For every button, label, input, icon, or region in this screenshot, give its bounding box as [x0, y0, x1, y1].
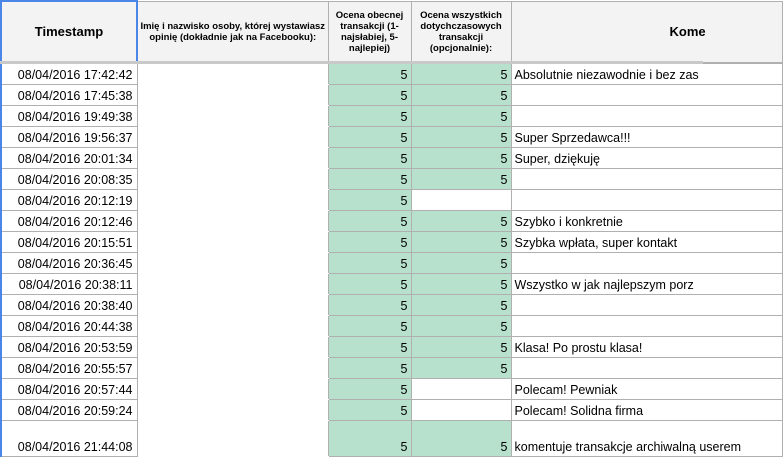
- all-ratings-cell[interactable]: 5: [411, 295, 511, 316]
- comment-cell[interactable]: Polecam! Solidna firma: [511, 400, 782, 421]
- column-header-comment[interactable]: Kome: [511, 1, 782, 62]
- all-ratings-cell[interactable]: [411, 379, 511, 400]
- timestamp-cell[interactable]: 08/04/2016 19:49:38: [1, 106, 137, 127]
- timestamp-cell[interactable]: 08/04/2016 19:56:37: [1, 127, 137, 148]
- timestamp-cell[interactable]: 08/04/2016 17:42:42: [1, 64, 137, 85]
- comment-cell[interactable]: Klasa! Po prostu klasa!: [511, 337, 782, 358]
- timestamp-cell[interactable]: 08/04/2016 20:08:35: [1, 169, 137, 190]
- header-row: [1, 1, 782, 62]
- current-rating-cell[interactable]: 5: [328, 106, 411, 127]
- table-row: [1, 232, 782, 253]
- timestamp-cell[interactable]: 08/04/2016 21:44:08: [1, 421, 137, 457]
- table-row: [1, 421, 782, 457]
- name-cell[interactable]: [137, 316, 328, 337]
- current-rating-cell[interactable]: 5: [328, 85, 411, 106]
- name-cell[interactable]: [137, 190, 328, 211]
- current-rating-cell[interactable]: 5: [328, 295, 411, 316]
- name-cell[interactable]: [137, 253, 328, 274]
- table-row: [1, 379, 782, 400]
- current-rating-cell[interactable]: 5: [328, 190, 411, 211]
- column-header-timestamp[interactable]: Timestamp: [1, 1, 137, 62]
- table-row: [1, 253, 782, 274]
- current-rating-cell[interactable]: 5: [328, 127, 411, 148]
- comment-cell[interactable]: [511, 106, 782, 127]
- comment-cell[interactable]: Szybka wpłata, super kontakt: [511, 232, 782, 253]
- all-ratings-cell[interactable]: 5: [411, 148, 511, 169]
- table-row: [1, 274, 782, 295]
- frozen-row-divider[interactable]: [0, 61, 703, 64]
- table-row: [1, 400, 782, 421]
- current-rating-cell[interactable]: 5: [328, 169, 411, 190]
- current-rating-cell[interactable]: 5: [328, 148, 411, 169]
- current-rating-cell[interactable]: 5: [328, 232, 411, 253]
- table-row: [1, 85, 782, 106]
- comment-cell[interactable]: [511, 190, 782, 211]
- name-cell[interactable]: [137, 400, 328, 421]
- all-ratings-cell[interactable]: 5: [411, 253, 511, 274]
- timestamp-cell[interactable]: 08/04/2016 17:45:38: [1, 85, 137, 106]
- current-rating-cell[interactable]: 5: [328, 379, 411, 400]
- name-cell[interactable]: [137, 169, 328, 190]
- comment-cell[interactable]: Wszystko w jak najlepszym porz: [511, 274, 782, 295]
- all-ratings-cell[interactable]: 5: [411, 127, 511, 148]
- timestamp-cell[interactable]: 08/04/2016 20:15:51: [1, 232, 137, 253]
- all-ratings-cell[interactable]: 5: [411, 211, 511, 232]
- name-cell[interactable]: [137, 274, 328, 295]
- table-row: [1, 316, 782, 337]
- current-rating-cell[interactable]: 5: [328, 337, 411, 358]
- timestamp-cell[interactable]: 08/04/2016 20:44:38: [1, 316, 137, 337]
- current-rating-cell[interactable]: 5: [328, 358, 411, 379]
- timestamp-cell[interactable]: 08/04/2016 20:38:40: [1, 295, 137, 316]
- table-row: [1, 106, 782, 127]
- comment-cell[interactable]: Absolutnie niezawodnie i bez zas: [511, 64, 782, 85]
- all-ratings-cell[interactable]: 5: [411, 169, 511, 190]
- comment-cell[interactable]: komentuje transakcje archiwalną userem: [511, 421, 782, 457]
- comment-cell[interactable]: [511, 295, 782, 316]
- current-rating-cell[interactable]: 5: [328, 211, 411, 232]
- all-ratings-cell[interactable]: 5: [411, 421, 511, 457]
- comment-cell[interactable]: [511, 253, 782, 274]
- name-cell[interactable]: [137, 379, 328, 400]
- all-ratings-cell[interactable]: 5: [411, 64, 511, 85]
- timestamp-cell[interactable]: 08/04/2016 20:57:44: [1, 379, 137, 400]
- name-cell[interactable]: [137, 211, 328, 232]
- table-row: [1, 358, 782, 379]
- name-cell[interactable]: [137, 127, 328, 148]
- timestamp-cell[interactable]: 08/04/2016 20:36:45: [1, 253, 137, 274]
- table-row: [1, 337, 782, 358]
- column-header-all-ratings[interactable]: Ocena wszystkich dotychczasowych transakcji (opcjonalnie):: [411, 1, 511, 62]
- all-ratings-cell[interactable]: 5: [411, 274, 511, 295]
- comment-cell[interactable]: Szybko i konkretnie: [511, 211, 782, 232]
- name-cell[interactable]: [137, 337, 328, 358]
- current-rating-cell[interactable]: 5: [328, 274, 411, 295]
- comment-cell[interactable]: Super Sprzedawca!!!: [511, 127, 782, 148]
- all-ratings-cell[interactable]: 5: [411, 85, 511, 106]
- name-cell[interactable]: [137, 232, 328, 253]
- comment-cell[interactable]: [511, 169, 782, 190]
- name-cell[interactable]: [137, 421, 328, 457]
- name-cell[interactable]: [137, 85, 328, 106]
- name-cell[interactable]: [137, 295, 328, 316]
- name-cell[interactable]: [137, 106, 328, 127]
- column-header-current-rating[interactable]: Ocena obecnej transakcji (1-najsłabiej, 5-najlepiej): [328, 1, 411, 62]
- comment-cell[interactable]: [511, 358, 782, 379]
- timestamp-cell[interactable]: 08/04/2016 20:59:24: [1, 400, 137, 421]
- column-header-name[interactable]: Imię i nazwisko osoby, której wystawiasz opinię (dokładnie jak na Facebooku):: [137, 1, 328, 62]
- name-cell[interactable]: [137, 64, 328, 85]
- table-row: [1, 190, 782, 211]
- table-row: [1, 148, 782, 169]
- table-row: [1, 295, 782, 316]
- comment-cell[interactable]: [511, 85, 782, 106]
- timestamp-cell[interactable]: 08/04/2016 20:55:57: [1, 358, 137, 379]
- name-cell[interactable]: [137, 148, 328, 169]
- current-rating-cell[interactable]: 5: [328, 253, 411, 274]
- timestamp-cell[interactable]: 08/04/2016 20:01:34: [1, 148, 137, 169]
- comment-cell[interactable]: Super, dziękuję: [511, 148, 782, 169]
- name-cell[interactable]: [137, 358, 328, 379]
- table-row: [1, 211, 782, 232]
- table-row: [1, 169, 782, 190]
- timestamp-cell[interactable]: 08/04/2016 20:12:46: [1, 211, 137, 232]
- table-row: [1, 127, 782, 148]
- all-ratings-cell[interactable]: 5: [411, 337, 511, 358]
- all-ratings-cell[interactable]: 5: [411, 106, 511, 127]
- all-ratings-cell[interactable]: [411, 190, 511, 211]
- comment-cell[interactable]: [511, 316, 782, 337]
- comment-cell[interactable]: Polecam! Pewniak: [511, 379, 782, 400]
- current-rating-cell[interactable]: 5: [328, 316, 411, 337]
- timestamp-cell[interactable]: 08/04/2016 20:38:11: [1, 274, 137, 295]
- all-ratings-cell[interactable]: 5: [411, 316, 511, 337]
- table-row: [1, 64, 782, 85]
- timestamp-cell[interactable]: 08/04/2016 20:12:19: [1, 190, 137, 211]
- current-rating-cell[interactable]: 5: [328, 421, 411, 457]
- timestamp-cell[interactable]: 08/04/2016 20:53:59: [1, 337, 137, 358]
- all-ratings-cell[interactable]: [411, 400, 511, 421]
- all-ratings-cell[interactable]: 5: [411, 232, 511, 253]
- current-rating-cell[interactable]: 5: [328, 400, 411, 421]
- current-rating-cell[interactable]: 5: [328, 64, 411, 85]
- all-ratings-cell[interactable]: 5: [411, 358, 511, 379]
